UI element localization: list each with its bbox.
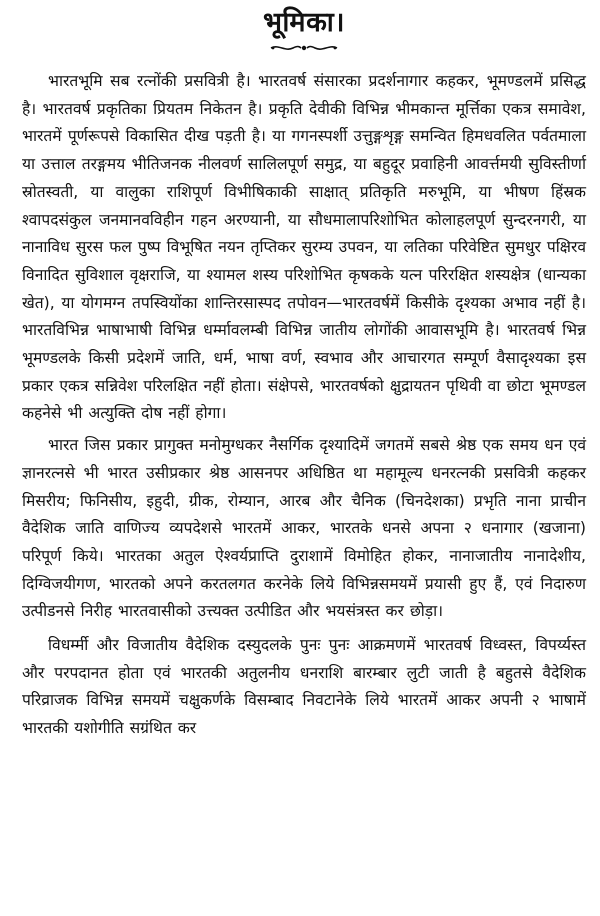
- page-title: भूमिका।: [262, 7, 346, 38]
- paragraph-2: भारत जिस प्रकार प्रागुक्त मनोमुग्धकर नैसर्गिक दृश्यादिमें जगतमें सबसे श्रेष्ठ एक समय धन एवं ज्ञानरत्नसे भी भारत उसीप्रकार श्रेष्ठ आसनपर अधिष्ठित था महामूल्य धनरत्नकी प्रसवित्री कहकर मिसरीय; फिनिसीय, इहुदी, ग्रीक, रोम्यान, आरब और चैनिक (चिनदेशका) प्रभृति नाना प्राचीन वैदेशिक जाति वाणिज्य व्यपदेशसे भारतमें आकर, भारतके धनसे अपना २ धनागार (खजाना) परिपूर्ण किये। भारतका अतुल ऐश्वर्यप्राप्ति दुराशामें विमोहित होकर, नानाजातीय नानादेशीय, दिग्विजयीगण, भारतको अपने करतलगत करनेके लिये विभिन्नसमयमें प्रयासी हुए हैं, एवं निदारुण उत्पीडनसे निरीह भारतवासीको उत्त्यक्त उत्पीडित और भयसंत्रस्त कर छोड़ा।: [22, 436, 586, 621]
- paragraph-3: विधर्म्मी और विजातीय वैदेशिक दस्युदलके पुनः पुनः आक्रमणमें भारतवर्ष विध्वस्त, विपर्य्यस्त और परपदानत होता एवं भारतकी अतुलनीय धनराशि बारम्बार लुटी जाती है बहुतसे वैदेशिक परिव्राजक विभिन्न समयमें चक्षुकर्णके विसम्बाद निवटानेके लिये भारतमें आकर अपनी २ भाषामें भारतकी यशोगीति सग्रंथित कर: [22, 636, 586, 738]
- paragraph-1: भारतभूमि सब रत्नोंकी प्रसवित्री है। भारतवर्ष संसारका प्रदर्शनागार कहकर, भूमण्डलमें प्रसिद्ध है। भारतवर्ष प्रकृतिका प्रियतम निकेतन है। प्रकृति देवीकी विभिन्न भीमकान्त मूर्त्तिका एकत्र समावेश, भारतमें पूर्णरूपसे विकासित दीख पड़ती है। या गगनस्पर्शी उत्तुङ्गशृङ्ग समन्वित हिमधवलित पर्वतमाला या उत्ताल तरङ्गमय भीतिजनक नीलवर्ण सालिलपूर्ण समुद्र, या बहुदूर प्रवाहिनी आवर्त्तमयी सुविस्तीर्णा स्रोतस्वती, या वालुका राशिपूर्ण विभीषिकाकी साक्षात् प्रतिकृति मरुभूमि, या भीषण हिंस्रक श्वापदसंकुल जनमानवविहीन गहन अरण्यानी, या सौधमालापरिशोभित कोलाहलपूर्ण सुन्दरनगरी, या नानाविध सुरस फल पुष्प विभूषित नयन तृप्तिकर सुरम्य उपवन, या लतिका परिवेष्टित सुमधुर पक्षिरव विनादित सुविशाल वृक्षराजि, या श्यामल शस्य परिशोभित कृषकके यत्न परिरक्षित शस्यक्षेत्र (धान्यका खेत), या योगमग्न तपस्वियोंका शान्तिरसास्पद तपोवन—भारतवर्षमें किसीके दृश्यका अभाव नहीं है। भारतविभिन्न भाषाभाषी विभिन्न धर्म्मावलम्बी विभिन्न जातीय लोगोंकी आवासभूमि है। भारतवर्ष भिन्न भूमण्डलके किसी प्रदेशमें जाति, धर्म, भाषा वर्ण, स्वभाव और आचारगत सम्पूर्ण वैसादृश्यका इस प्रकार एकत्र सन्निवेश परिलक्षित नहीं होता। संक्षेपसे, भारतवर्षको क्षुद्रायतन पृथिवी वा छोटा भूमण्डल कहनेसे भी अत्युक्ति दोष नहीं होगा।: [22, 72, 586, 423]
- decorative-flourish-icon: [269, 42, 339, 54]
